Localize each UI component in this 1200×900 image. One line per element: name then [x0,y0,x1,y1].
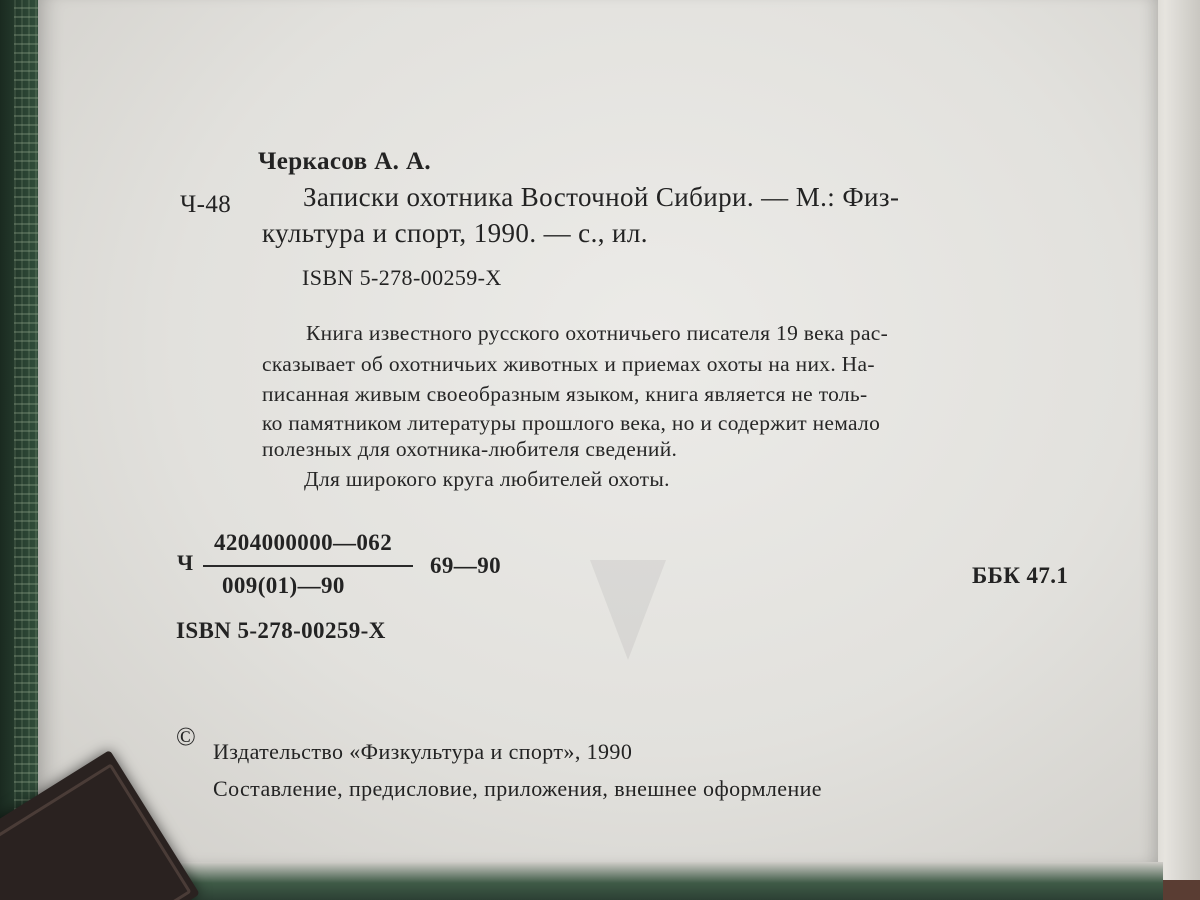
bbk-index: ББК 47.1 [972,563,1069,588]
classification-denominator: 009(01)—90 [222,573,345,598]
annotation-line-3: писанная живым своеобразным языком, книга является не толь- [262,382,868,406]
annotation-line-4: ко памятником литературы прошлого века, но и содержит немало [262,411,881,435]
classification-letter: Ч [177,550,194,575]
annotation-line-2: сказывает об охотничьих животных и приемах охоты на них. На- [262,352,875,376]
annotation-line-1: Книга известного русского охотничьего писателя 19 века рас- [306,321,889,345]
copyright-symbol: © [176,722,197,751]
author-name: Черкасов А. А. [258,148,432,175]
classification-tail: 69—90 [430,553,501,578]
title-line-2: культура и спорт, 1990. — с., ил. [262,218,648,248]
annotation-line-5: полезных для охотника-любителя сведений. [262,437,678,461]
classification-numerator: 4204000000—062 [214,530,393,555]
page-bottom-shadow [38,862,1163,900]
next-page-corner [1160,880,1200,900]
copyright-line-2: Составление, предисловие, приложения, внешнее оформление [213,776,822,801]
isbn-bottom: ISBN 5-278-00259-X [176,618,386,643]
copyright-line-1: Издательство «Физкультура и спорт», 1990 [213,739,633,764]
fraction-line [203,565,413,567]
catalog-code: Ч-48 [180,191,232,218]
isbn-top: ISBN 5-278-00259-X [302,265,502,290]
show-through-emblem [590,560,666,660]
title-line-1: Записки охотника Восточной Сибири. — М.: Физ- [303,182,900,212]
annotation-line-6: Для широкого круга любителей охоты. [304,467,670,491]
